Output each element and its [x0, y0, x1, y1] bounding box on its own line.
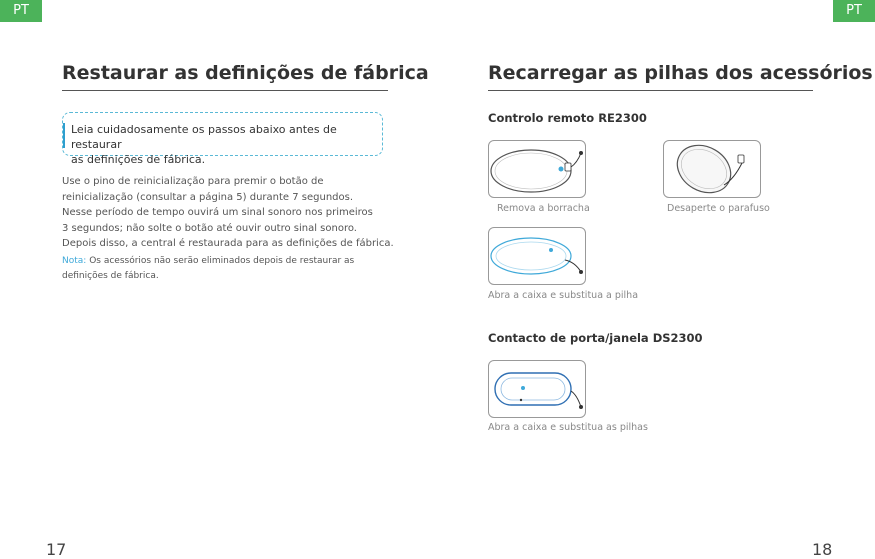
- remote-unscrew-image: [663, 140, 761, 198]
- page-number-right: 18: [812, 540, 833, 559]
- reset-instructions: [62, 174, 392, 252]
- caption-remove-rubber: Remova a borracha: [497, 203, 590, 214]
- remote-control-heading: Controlo remoto RE2300: [488, 111, 647, 125]
- instruction-line: Depois disso, a central é restaurada para as definições de fábrica.: [62, 238, 394, 249]
- caption-unscrew: Desaperte o parafuso: [667, 203, 770, 214]
- instruction-line: Use o pino de reinicialização para premir o botão de: [62, 176, 324, 187]
- note-label: Nota:: [62, 256, 87, 266]
- title-rule-right: [488, 90, 813, 91]
- notice-line: as definições de fábrica.: [71, 153, 206, 166]
- instruction-line: reinicialização (consultar a página 5) durante 7 segundos.: [62, 191, 354, 203]
- caption-replace-batteries: Abra a caixa e substitua as pilhas: [488, 422, 648, 433]
- notice-text: [71, 122, 371, 167]
- notice-box: [62, 112, 383, 166]
- note-paragraph: [62, 254, 392, 284]
- language-tab-left: PT: [0, 0, 42, 22]
- contact-replace-batteries-image: [488, 360, 586, 418]
- battery-recharge-title: Recarregar as pilhas dos acessórios: [488, 62, 873, 84]
- remote-remove-rubber-image: [488, 140, 586, 198]
- instruction-line: Nesse período de tempo ouvirá um sinal sonoro nos primeiros: [62, 207, 373, 218]
- instruction-line: 3 segundos; não solte o botão até ouvir outro sinal sonoro.: [62, 222, 357, 234]
- remote-replace-battery-image: [488, 227, 586, 285]
- factory-reset-title: Restaurar as definições de fábrica: [62, 62, 429, 84]
- language-tab-right: PT: [833, 0, 875, 22]
- caption-replace-battery: Abra a caixa e substitua a pilha: [488, 290, 639, 301]
- title-rule-left: [62, 90, 388, 91]
- notice-accent-bar: [63, 123, 65, 148]
- page-number-left: 17: [46, 540, 67, 559]
- notice-line: Leia cuidadosamente os passos abaixo antes de restaurar: [71, 123, 337, 151]
- note-text: Os acessórios não serão eliminados depois de restaurar as definições de fábrica.: [62, 256, 355, 281]
- door-window-contact-heading: Contacto de porta/janela DS2300: [488, 331, 703, 345]
